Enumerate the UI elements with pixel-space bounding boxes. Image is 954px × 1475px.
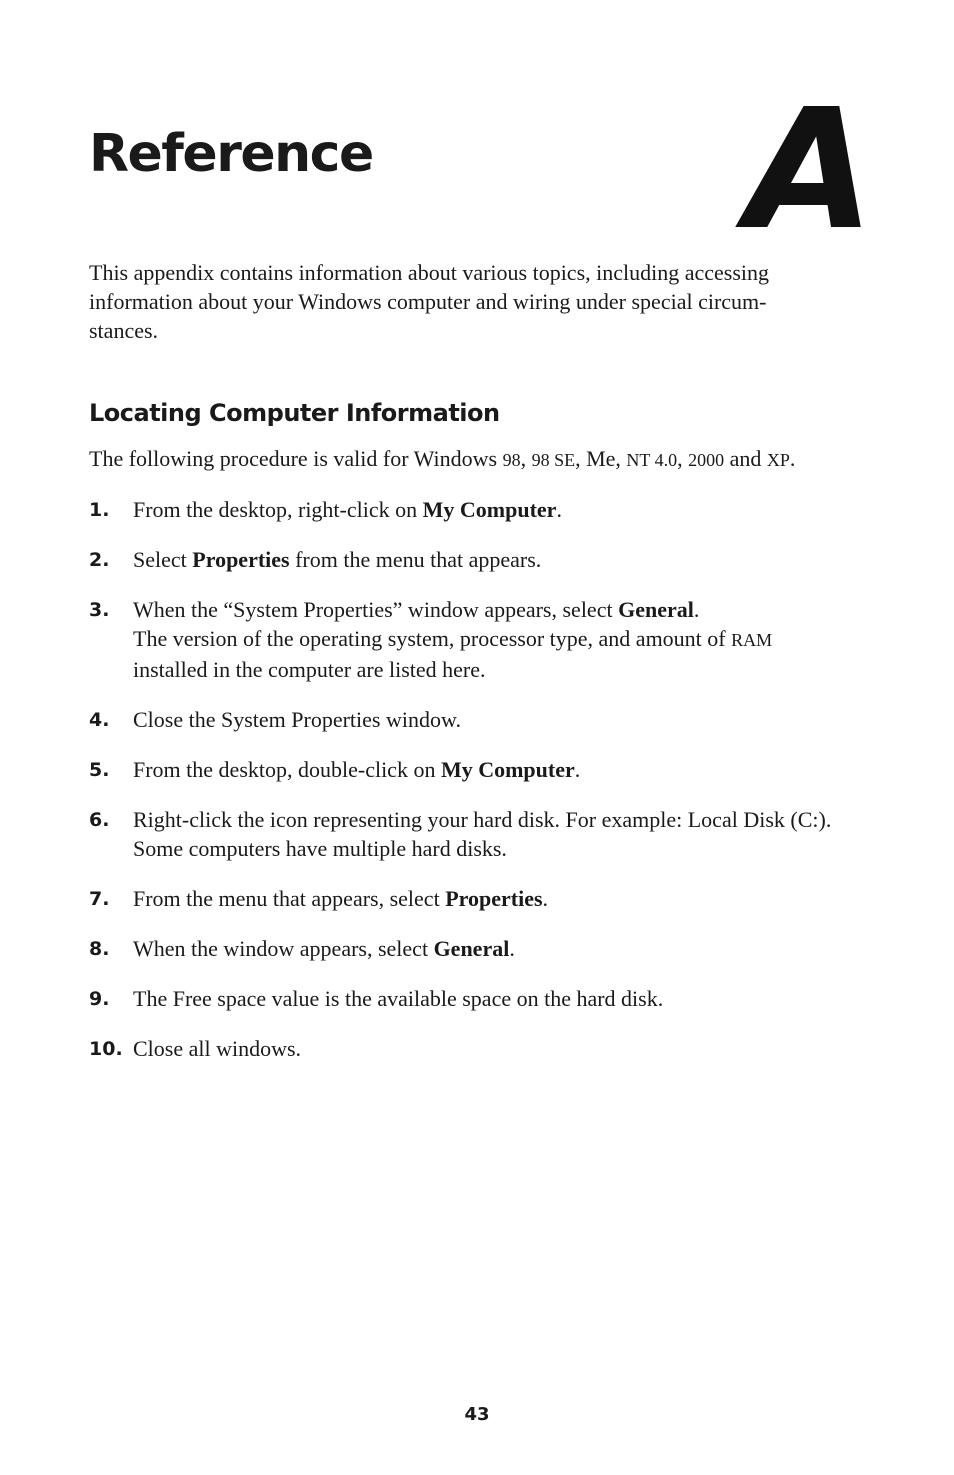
step-number: 7. — [89, 888, 110, 910]
text-run: , — [520, 446, 532, 471]
step-item — [89, 884, 889, 913]
intro-paragraph — [89, 258, 849, 345]
step-line — [133, 495, 889, 524]
run: From the desktop, double-click on — [133, 757, 441, 782]
step-item — [89, 805, 889, 863]
bold-term: Properties — [445, 886, 543, 911]
step-number: 8. — [89, 938, 110, 960]
step-item — [89, 495, 889, 524]
run: . — [542, 886, 549, 911]
step-number: 1. — [89, 499, 110, 521]
step-line: Some computers have multiple hard disks. — [133, 836, 507, 861]
step-line — [133, 934, 889, 963]
step-number: 9. — [89, 988, 110, 1010]
run: When the “System Properties” window appears, select — [133, 597, 619, 622]
step-item — [89, 705, 889, 734]
step-line — [133, 595, 889, 624]
step-number: 2. — [89, 549, 110, 571]
text-run: , Me, — [575, 446, 627, 471]
run: The version of the operating system, processor type, and amount of — [133, 626, 732, 651]
step-number: 4. — [89, 709, 110, 731]
chapter-title: Reference — [89, 124, 373, 184]
step-item — [89, 1034, 889, 1063]
chapter-letter: A — [746, 74, 869, 267]
step-number: 3. — [89, 599, 110, 621]
intro-line: stances. — [89, 318, 159, 343]
step-text — [133, 934, 889, 963]
step-text — [133, 984, 889, 1013]
step-text — [133, 805, 889, 863]
steps-list — [89, 495, 889, 1084]
step-item — [89, 755, 889, 784]
step-line: Right-click the icon representing your hard disk. For example: Local Disk (C:). — [133, 807, 832, 832]
step-line — [133, 545, 889, 574]
run: . — [574, 757, 581, 782]
step-line: The Free space value is the available space on the hard disk. — [133, 986, 664, 1011]
version-98se: 98 SE — [531, 450, 576, 470]
run: from the menu that appears. — [289, 547, 542, 572]
bold-term: My Computer — [440, 757, 575, 782]
bold-term: General — [618, 597, 694, 622]
page-number: 43 — [464, 1404, 490, 1425]
run: When the window appears, select — [133, 936, 434, 961]
step-text — [133, 755, 889, 784]
step-item — [89, 984, 889, 1013]
ram-term: RAM — [731, 630, 773, 650]
run: From the desktop, right-click on — [133, 497, 423, 522]
run: From the menu that appears, select — [133, 886, 446, 911]
bold-term: My Computer — [422, 497, 557, 522]
text-run: . — [789, 446, 796, 471]
step-item — [89, 934, 889, 963]
version-nt4: NT 4.0 — [626, 450, 678, 470]
step-text — [133, 705, 889, 734]
text-run: The following procedure is valid for Windows — [89, 446, 503, 471]
step-number: 5. — [89, 759, 110, 781]
intro-line: This appendix contains information about various topics, including accessing — [89, 260, 770, 285]
step-line — [133, 884, 889, 913]
step-line — [133, 624, 889, 655]
step-number: 10. — [89, 1038, 123, 1060]
section-heading: Locating Computer Information — [89, 399, 500, 427]
step-text — [133, 595, 889, 684]
step-item — [89, 545, 889, 574]
run: . — [693, 597, 700, 622]
section-intro — [89, 444, 795, 475]
intro-line: information about your Windows computer and wiring under special circum- — [89, 289, 767, 314]
step-line: Close all windows. — [133, 1036, 302, 1061]
step-text — [133, 545, 889, 574]
step-number: 6. — [89, 809, 110, 831]
step-line: installed in the computer are listed here. — [133, 657, 486, 682]
bold-term: Properties — [192, 547, 290, 572]
step-text — [133, 1034, 889, 1063]
step-text — [133, 884, 889, 913]
step-item — [89, 595, 889, 684]
step-line — [133, 755, 889, 784]
run: . — [509, 936, 515, 961]
version-xp: XP — [766, 450, 790, 470]
step-line: Close the System Properties window. — [133, 707, 461, 732]
bold-term: General — [433, 936, 510, 961]
text-run: , — [677, 446, 689, 471]
version-2000: 2000 — [688, 450, 725, 470]
version-98: 98 — [502, 450, 521, 470]
run: Select — [133, 547, 193, 572]
run: . — [556, 497, 562, 522]
text-run: and — [724, 446, 767, 471]
step-text — [133, 495, 889, 524]
